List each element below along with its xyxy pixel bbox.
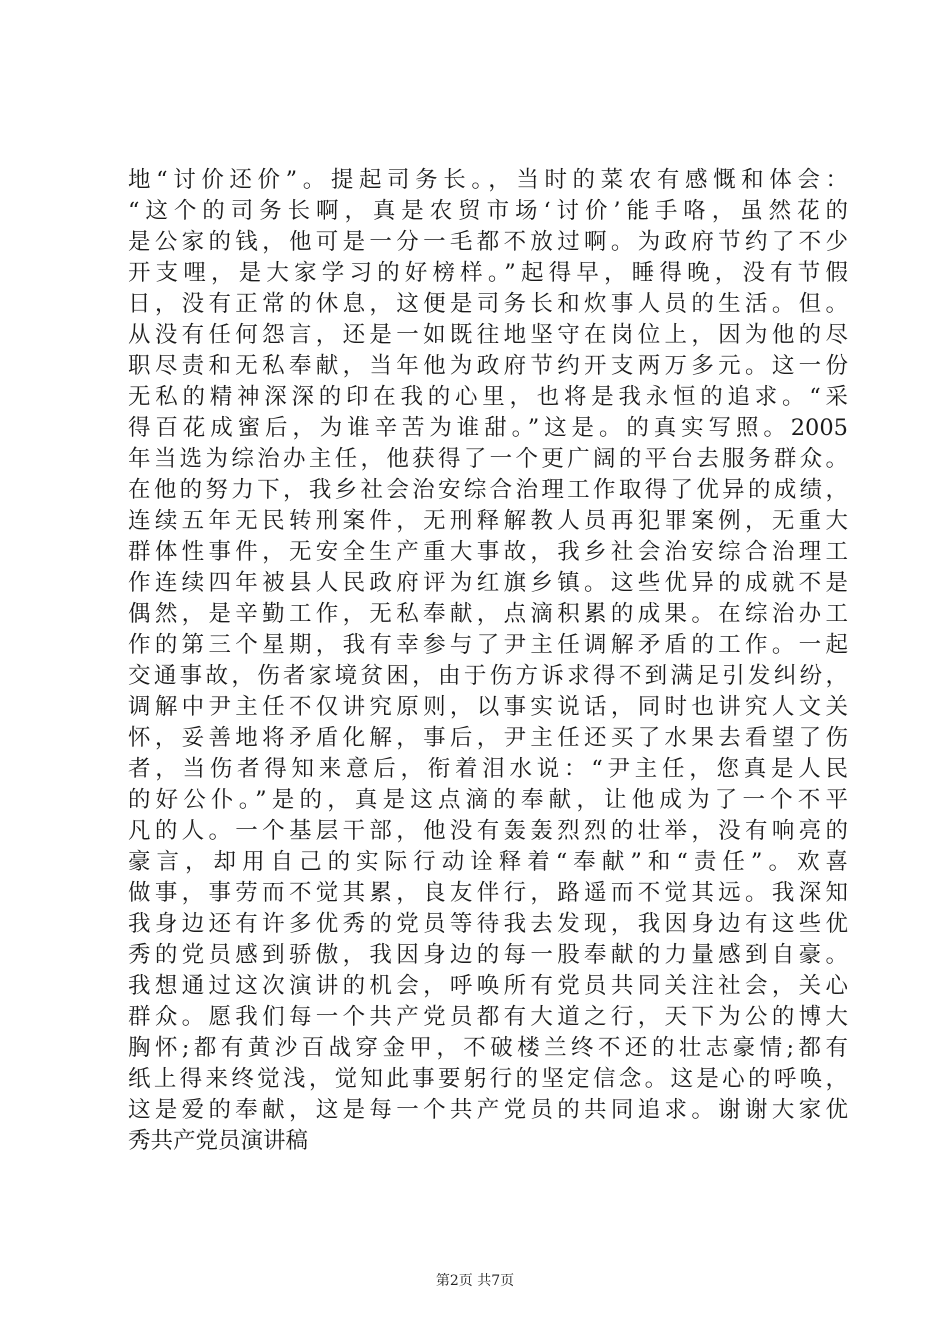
body-text (128, 165, 848, 1157)
text-line: 秀的党员感到骄傲，我因身边的每一股奉献的力量感到自豪。 (128, 942, 848, 968)
text-line: 连续五年无民转刑案件，无刑释解教人员再犯罪案例，无重大 (128, 508, 848, 534)
text-line: 这是爱的奉献，这是每一个共产党员的共同追求。谢谢大家优 (128, 1097, 848, 1123)
text-line: 我想通过这次演讲的机会，呼唤所有党员共同关注社会，关心 (128, 973, 848, 999)
text-line: 做事，事劳而不觉其累，良友伴行，路遥而不觉其远。我深知 (128, 880, 848, 906)
text-line: 群体性事件，无安全生产重大事故，我乡社会治安综合治理工 (128, 539, 848, 565)
text-line: 在他的努力下，我乡社会治安综合治理工作取得了优异的成绩， (128, 477, 848, 503)
page-number: 第2页 共7页 (435, 1273, 515, 1289)
text-line: 纸上得来终觉浅，觉知此事要躬行的坚定信念。这是心的呼唤， (128, 1066, 848, 1092)
text-line: “这个的司务长啊，真是农贸市场‘讨价’能手咯，虽然花的 (128, 198, 848, 224)
text-line: 偶然，是辛勤工作，无私奉献，点滴积累的成果。在综治办工 (128, 601, 848, 627)
text-line: 无私的精神深深的印在我的心里，也将是我永恒的追求。“采 (128, 384, 848, 410)
text-line: 作连续四年被县人民政府评为红旗乡镇。这些优异的成就不是 (128, 570, 848, 596)
text-line: 胸怀;都有黄沙百战穿金甲，不破楼兰终不还的壮志豪情;都有 (128, 1035, 848, 1061)
text-line: 交通事故，伤者家境贫困，由于伤方诉求得不到满足引发纠纷， (128, 663, 848, 689)
text-line: 群众。愿我们每一个共产党员都有大道之行，天下为公的博大 (128, 1004, 848, 1030)
text-line-last: 秀共产党员演讲稿 (128, 1128, 309, 1154)
text-line: 地“讨价还价”。提起司务长。，当时的菜农有感慨和体会： (128, 167, 848, 193)
text-line: 从没有任何怨言，还是一如既往地坚守在岗位上，因为他的尽 (128, 322, 848, 348)
text-line: 职尽责和无私奉献，当年他为政府节约开支两万多元。这一份 (128, 353, 848, 379)
text-line: 日，没有正常的休息，这便是司务长和炊事人员的生活。但。 (128, 291, 848, 317)
text-line: 怀，妥善地将矛盾化解，事后，尹主任还买了水果去看望了伤 (128, 725, 848, 751)
text-line: 的好公仆。”是的，真是这点滴的奉献，让他成为了一个不平 (128, 787, 848, 813)
text-line: 年当选为综治办主任，他获得了一个更广阔的平台去服务群众。 (128, 446, 848, 472)
text-line: 是公家的钱，他可是一分一毛都不放过啊。为政府节约了不少 (128, 229, 848, 255)
text-line: 凡的人。一个基层干部，他没有轰轰烈烈的壮举，没有响亮的 (128, 818, 848, 844)
text-line: 得百花成蜜后，为谁辛苦为谁甜。”这是。的真实写照。2005 (128, 415, 848, 441)
text-line: 调解中尹主任不仅讲究原则，以事实说话，同时也讲究人文关 (128, 694, 848, 720)
text-line: 我身边还有许多优秀的党员等待我去发现，我因身边有这些优 (128, 911, 848, 937)
text-line: 开支哩，是大家学习的好榜样。”起得早，睡得晚，没有节假 (128, 260, 848, 286)
text-line: 者，当伤者得知来意后，衔着泪水说：“尹主任，您真是人民 (128, 756, 848, 782)
text-line: 作的第三个星期，我有幸参与了尹主任调解矛盾的工作。一起 (128, 632, 848, 658)
text-line: 豪言，却用自己的实际行动诠释着“奉献”和“责任”。欢喜 (128, 849, 848, 875)
